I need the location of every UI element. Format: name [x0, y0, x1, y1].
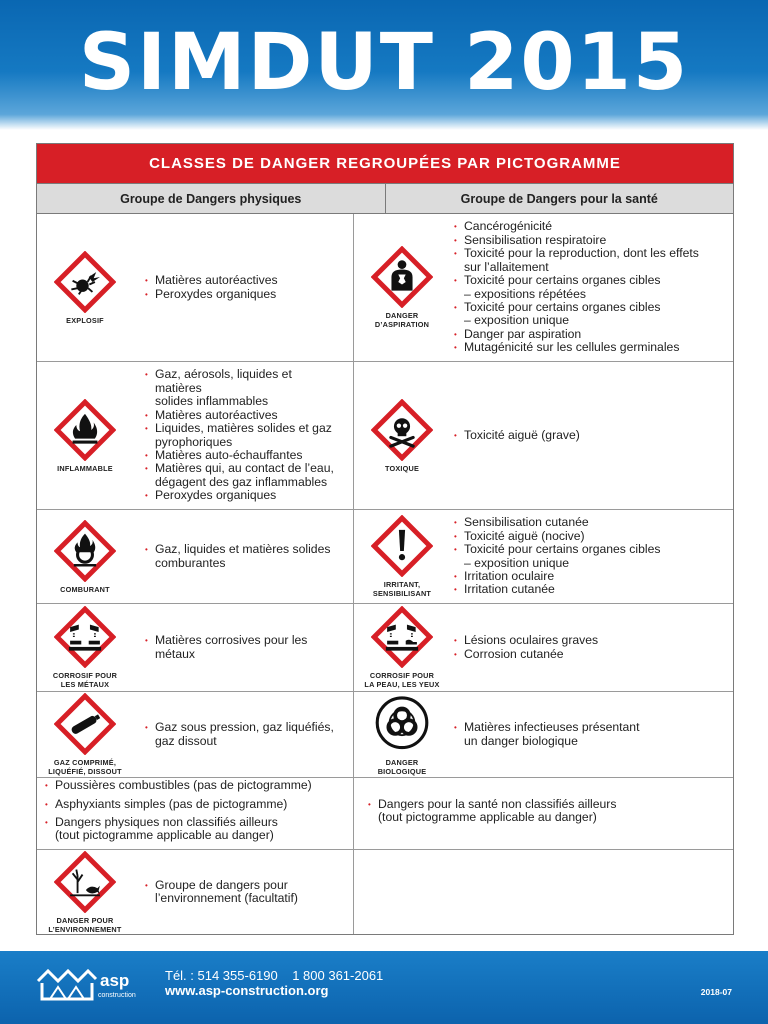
- hazard-list: [450, 516, 666, 596]
- list-item: • Cancérogénicité: [454, 220, 699, 233]
- list-item: • Dangers physiques non classifiés ailleurs (tout pictogramme applicable au danger): [45, 816, 312, 843]
- pictogram: [354, 399, 450, 473]
- phone-numbers: Tél. : 514 355-6190 1 800 361-2061: [165, 968, 384, 983]
- environment-icon: [54, 851, 116, 913]
- corrosion-icon: [371, 606, 433, 668]
- page-title: SIMDUT 2015: [78, 18, 690, 108]
- cell-health: [353, 510, 733, 603]
- column-header-physical: Groupe de Dangers physiques: [37, 184, 386, 213]
- hazard-list: [37, 779, 312, 848]
- column-headers: [37, 184, 733, 214]
- cell-physical: [37, 850, 353, 934]
- pictogram-label: DANGER BIOLOGIQUE: [377, 758, 427, 776]
- pictogram: [37, 520, 133, 594]
- list-item: • Toxicité pour certains organes cibles – exposition unique: [454, 301, 699, 328]
- table-row: [37, 692, 733, 778]
- list-item: • Danger par aspiration: [454, 328, 699, 341]
- pictogram-label: CORROSIF POUR LES MÉTAUX: [52, 671, 118, 689]
- corrosion-icon: [54, 606, 116, 668]
- pictogram: [37, 693, 133, 776]
- list-item: • Dangers pour la santé non classifiés ailleurs (tout pictogramme applicable au danger): [368, 798, 616, 825]
- hazard-list: [450, 634, 604, 661]
- hazard-list: [133, 543, 336, 570]
- logo-subtext: construction: [98, 992, 136, 999]
- pictogram-label: COMBURANT: [60, 584, 110, 594]
- hazard-list: [133, 879, 304, 906]
- hazard-list: [450, 220, 705, 354]
- cell-physical: [37, 604, 353, 691]
- list-item: • Matières corrosives pour les métaux: [145, 634, 307, 661]
- list-item: • Groupe de dangers pour l’environnement (facultatif): [145, 879, 298, 906]
- list-item: • Irritation cutanée: [454, 583, 660, 596]
- table-row: [37, 850, 733, 934]
- cell-physical: [37, 778, 353, 849]
- health-hazard-icon: [371, 246, 433, 308]
- asp-logo-icon: [36, 967, 98, 1003]
- pictogram: [354, 246, 450, 329]
- hazard-list: [354, 798, 616, 830]
- list-item: • Gaz, aérosols, liquides et matières solides inflammables: [145, 368, 334, 408]
- cell-physical: [37, 214, 353, 361]
- pictogram-label: TOXIQUE: [384, 463, 420, 473]
- list-item: • Toxicité pour certains organes cibles – expositions répétées: [454, 274, 699, 301]
- list-item: • Gaz, liquides et matières solides comburantes: [145, 543, 330, 570]
- pictogram-label: GAZ COMPRIMÉ, LIQUÉFIÉ, DISSOUT: [48, 758, 122, 776]
- gas-cylinder-icon: [54, 693, 116, 755]
- list-item: • Sensibilisation cutanée: [454, 516, 660, 529]
- list-item: • Toxicité pour certains organes cibles – exposition unique: [454, 543, 660, 570]
- cell-health: [353, 692, 733, 777]
- hazard-list: [133, 634, 313, 661]
- cell-health: [353, 362, 733, 509]
- hazard-list: [133, 368, 340, 502]
- pictogram: [37, 606, 133, 689]
- explosive-icon: [54, 251, 116, 313]
- table-row: [37, 510, 733, 604]
- cell-physical: [37, 510, 353, 603]
- pictogram-label: INFLAMMABLE: [57, 463, 113, 473]
- list-item: • Corrosion cutanée: [454, 648, 598, 661]
- website-link[interactable]: www.asp-construction.org: [165, 983, 329, 998]
- list-item: • Asphyxiants simples (pas de pictogramme): [45, 798, 312, 811]
- pictogram-label: CORROSIF POUR LA PEAU, LES YEUX: [364, 671, 440, 689]
- contact-info: [165, 968, 383, 998]
- list-item: • Matières autoréactives: [145, 274, 278, 287]
- list-item: • Toxicité aiguë (grave): [454, 429, 580, 442]
- flame-over-circle-icon: [54, 520, 116, 582]
- hazard-list: [450, 721, 645, 748]
- cell-physical: [37, 692, 353, 777]
- hazard-list: [450, 429, 586, 442]
- cell-health: [353, 778, 733, 849]
- cell-health: [353, 214, 733, 361]
- list-item: • Matières autoréactives: [145, 409, 334, 422]
- list-item: • Irritation oculaire: [454, 570, 660, 583]
- cell-empty: [353, 850, 733, 934]
- list-item: • Matières infectieuses présentant un danger biologique: [454, 721, 639, 748]
- asp-logo: [36, 963, 146, 1011]
- exclamation-mark-icon: [371, 515, 433, 577]
- skull-crossbones-icon: [371, 399, 433, 461]
- list-item: • Lésions oculaires graves: [454, 634, 598, 647]
- list-item: • Sensibilisation respiratoire: [454, 234, 699, 247]
- pictogram-label: DANGER D’ASPIRATION: [374, 311, 430, 329]
- list-item: • Liquides, matières solides et gaz pyrophoriques: [145, 422, 334, 449]
- list-item: • Toxicité aiguë (nocive): [454, 530, 660, 543]
- pictogram: [37, 399, 133, 473]
- pictogram: [37, 851, 133, 934]
- edition-date: 2018-07: [700, 987, 732, 997]
- pictogram-label: IRRITANT, SENSIBILISANT: [372, 580, 432, 598]
- list-item: • Mutagénicité sur les cellules germinales: [454, 341, 699, 354]
- pictogram: [354, 693, 450, 776]
- footer-bar: [0, 951, 768, 1024]
- list-item: • Peroxydes organiques: [145, 288, 278, 301]
- pictogram-label: DANGER POUR L’ENVIRONNEMENT: [48, 915, 122, 934]
- table-row: [37, 214, 733, 362]
- column-header-health: Groupe de Dangers pour la santé: [460, 191, 658, 206]
- flame-icon: [54, 399, 116, 461]
- table-row: [37, 778, 733, 850]
- table-row: [37, 604, 733, 692]
- table-title: CLASSES DE DANGER REGROUPÉES PAR PICTOGRAMME: [37, 144, 733, 184]
- pictogram: [37, 251, 133, 325]
- logo-text: asp: [100, 971, 130, 990]
- biohazard-icon: [371, 693, 433, 755]
- pictogram-label: EXPLOSIF: [66, 315, 104, 325]
- list-item: • Matières auto-échauffantes: [145, 449, 334, 462]
- list-item: • Matières qui, au contact de l’eau, dégagent des gaz inflammables: [145, 462, 334, 489]
- hazard-list: [133, 721, 340, 748]
- hazard-table: [36, 143, 734, 935]
- header-banner: [0, 0, 768, 130]
- list-item: • Gaz sous pression, gaz liquéfiés, gaz dissout: [145, 721, 334, 748]
- list-item: • Toxicité pour la reproduction, dont les effets sur l’allaitement: [454, 247, 699, 274]
- table-row: [37, 362, 733, 510]
- list-item: • Poussières combustibles (pas de pictogramme): [45, 779, 312, 792]
- cell-health: [353, 604, 733, 691]
- pictogram: [354, 606, 450, 689]
- hazard-list: [133, 274, 284, 301]
- pictogram: [354, 515, 450, 598]
- list-item: • Peroxydes organiques: [145, 489, 334, 502]
- cell-physical: [37, 362, 353, 509]
